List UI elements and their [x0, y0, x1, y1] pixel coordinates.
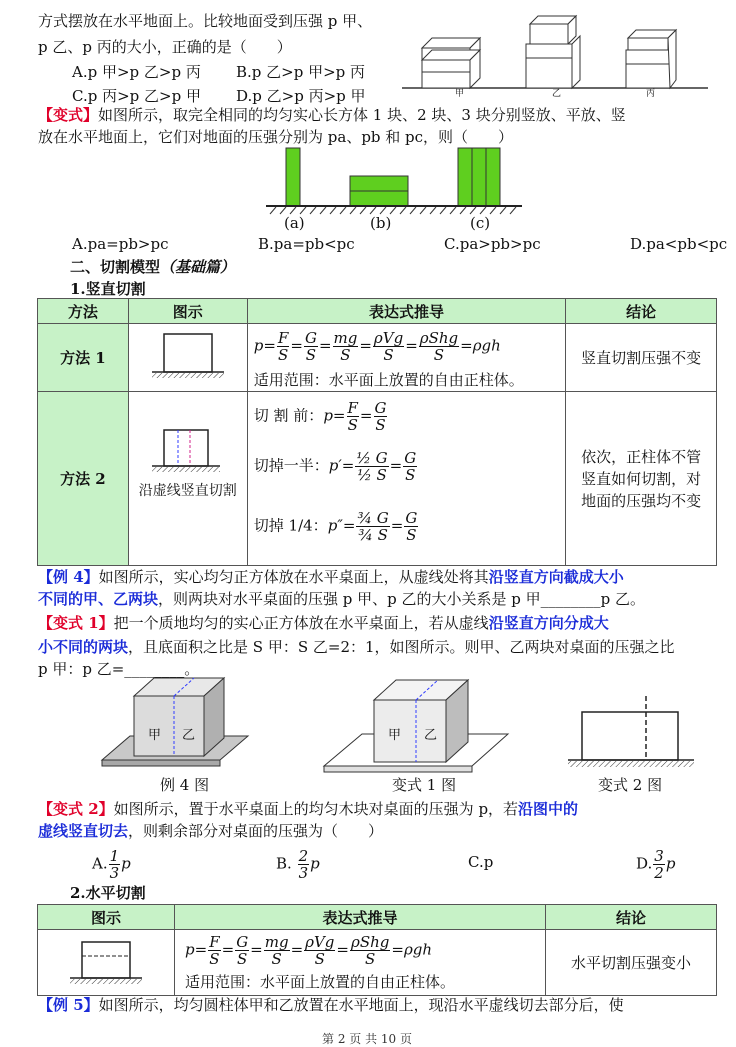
- fig-label-c: (c): [470, 214, 491, 232]
- dashed-cut-block-icon: [148, 424, 228, 476]
- green-blocks-figure: [266, 146, 522, 218]
- example4-line-2: 不同的甲、乙两块，则两块对水平桌面的压强 p 甲、p 乙的大小关系是 p 甲________p 乙。: [38, 590, 646, 608]
- row2-figure: [128, 392, 247, 566]
- section-title: 二、切割模型（基础篇）: [70, 258, 236, 276]
- fig-label-bing: 丙: [646, 89, 656, 99]
- variant1-line-1: 【变式 1】把一个质地均匀的实心正方体放在水平桌面上，若从虚线沿竖直方向分成大: [38, 614, 609, 632]
- ex4-label-jia: 甲: [148, 728, 162, 743]
- row1-conclusion: 竖直切割压强不变: [566, 324, 717, 392]
- variant-option-b: B.pa=pb<pc: [258, 235, 355, 253]
- ex4-label-yi: 乙: [182, 728, 196, 743]
- question-line-1: 方式摆放在水平地面上。比较地面受到压强 p 甲、: [38, 12, 373, 30]
- col-header-method: 方法: [38, 299, 129, 324]
- example4-cube-figure: [100, 672, 250, 772]
- variant-option-c: C.pa>pb>pc: [444, 235, 541, 253]
- variant2-option-d: D. $\frac{3}{2}$ p: [636, 847, 676, 882]
- t2-pressure-formula: p= $\frac{F}{S}$ = $\frac{G}{S}$ = $\frac{mg}{S}$ = $\frac{\text{ρVg}}{S}$ = $\frac{\text{ρShg}}{S}$ =ρgh: [185, 933, 433, 968]
- horizontal-cut-table: [37, 904, 717, 996]
- row2-caption: 沿虚线竖直切割: [138, 483, 237, 499]
- col-header-derivation: 表达式推导: [247, 299, 565, 324]
- variant-option-a: A.pa=pb>pc: [72, 235, 169, 253]
- col-header-figure: 图示: [128, 299, 247, 324]
- figure-caption-2: 变式 1 图: [392, 776, 457, 794]
- subsection-vertical-cut: 1.竖直切割: [70, 280, 146, 298]
- t2-header-conclusion: 结论: [546, 905, 717, 930]
- half-cut-label: 切掉一半：: [253, 456, 329, 475]
- vertical-cut-table: [37, 298, 717, 566]
- variant2-option-a: A. $\frac{1}{3}$ p: [92, 847, 131, 882]
- t2-conclusion: 水平切割压强变小: [546, 930, 717, 996]
- variant-line-2: 放在水平地面上，它们对地面的压强分别为 pa、pb 和 pc，则（ ）: [38, 128, 514, 146]
- pressure-formula: p= $\frac{F}{S}$ = $\frac{G}{S}$ = $\frac{mg}{S}$ = $\frac{\text{ρVg}}{S}$ = $\frac{\text{ρShg}}{S}$ =ρgh: [253, 329, 501, 364]
- example4-line-1: 【例 4】如图所示，实心均匀正方体放在水平桌面上，从虚线处将其沿竖直方向截成大小: [38, 568, 624, 586]
- subsection-horizontal-cut: 2.水平切割: [70, 884, 146, 902]
- option-a: A.p 甲>p 乙>p 丙: [72, 63, 201, 81]
- t2-header-derivation: 表达式推导: [175, 905, 546, 930]
- quarter-cut-formula: 切掉 1/4：p″= $\frac{\text{¾ G}}{\text{¾ S}}$ = $\frac{G}{S}$: [253, 509, 418, 544]
- question-line-2: p 乙、p 丙的大小，正确的是（ ）: [38, 38, 292, 56]
- row2-method: 方法 2: [38, 392, 129, 566]
- col-header-conclusion: 结论: [566, 299, 717, 324]
- variant2-line-1: 【变式 2】如图所示，置于水平桌面上的均匀木块对桌面的压强为 p，若沿图中的: [38, 800, 579, 818]
- option-c: C.p 丙>p 乙>p 甲: [72, 87, 201, 105]
- row1-figure: [128, 324, 247, 392]
- variant2-option-c: C.p: [468, 853, 494, 871]
- variant2-block-figure: [566, 692, 696, 774]
- fig-label-jia: 甲: [455, 89, 465, 99]
- t2-derivation: [175, 930, 546, 996]
- variant-tag: 【变式】: [38, 106, 99, 124]
- variant-line-1: [38, 104, 626, 126]
- variant-option-d: D.pa<pb<pc: [630, 235, 728, 253]
- row2-derivation: [247, 392, 565, 566]
- variant2-option-b: B. $\frac{2}{3}$ p: [276, 847, 320, 882]
- t2-figure: [38, 930, 175, 996]
- before-cut-formula: 切 割 前：p= $\frac{F}{S}$ = $\frac{G}{S}$: [253, 399, 387, 434]
- variant1-line-2: 小不同的两块，且底面积之比是 S 甲：S 乙=2：1，如图所示。则甲、乙两块对桌面的压强之比: [38, 638, 675, 656]
- fig-label-a: (a): [284, 214, 305, 232]
- row2-conclusion: 依次，正柱体不管竖直如何切割，对地面的压强均不变: [566, 392, 717, 566]
- row1-range: 适用范围：水平面上放置的自由正柱体。: [253, 371, 524, 389]
- variant1-line-3: p 甲：p 乙=________。: [38, 660, 200, 678]
- figure-caption-3: 变式 2 图: [598, 776, 663, 794]
- half-cut-formula: 切掉一半：p′= $\frac{\text{½ G}}{\text{½ S}}$ = $\frac{G}{S}$: [253, 449, 417, 484]
- option-b: B.p 乙>p 甲>p 丙: [236, 63, 366, 81]
- variant-text-1: 如图所示，取完全相同的均匀实心长方体 1 块、2 块、3 块分别竖放、平放、竖: [98, 106, 626, 124]
- variant2-line-2: 虚线竖直切去，则剩余部分对桌面的压强为（ ）: [38, 822, 384, 840]
- v1-label-yi: 乙: [424, 728, 438, 743]
- fig-label-b: (b): [370, 214, 392, 232]
- t2-header-figure: 图示: [38, 905, 175, 930]
- fig-label-yi: 乙: [552, 89, 562, 99]
- row1-derivation: [247, 324, 565, 392]
- option-d: D.p 乙>p 丙>p 甲: [236, 87, 366, 105]
- variant1-cube-figure: [322, 672, 512, 776]
- horizontal-cut-block-icon: [66, 936, 146, 986]
- row1-method: 方法 1: [38, 324, 129, 392]
- quarter-cut-label: 切掉 1/4：: [253, 516, 328, 535]
- solid-block-icon: [148, 330, 228, 382]
- page-footer: 第 2 页 共 10 页: [322, 1032, 412, 1046]
- figure-caption-1: 例 4 图: [160, 776, 210, 794]
- v1-label-jia: 甲: [388, 728, 402, 743]
- example5-line: 【例 5】如图所示，均匀圆柱体甲和乙放置在水平地面上，现沿水平虚线切去部分后，使: [38, 996, 624, 1014]
- t2-range: 适用范围：水平面上放置的自由正柱体。: [185, 973, 456, 991]
- before-cut-label: 切 割 前：: [253, 406, 324, 425]
